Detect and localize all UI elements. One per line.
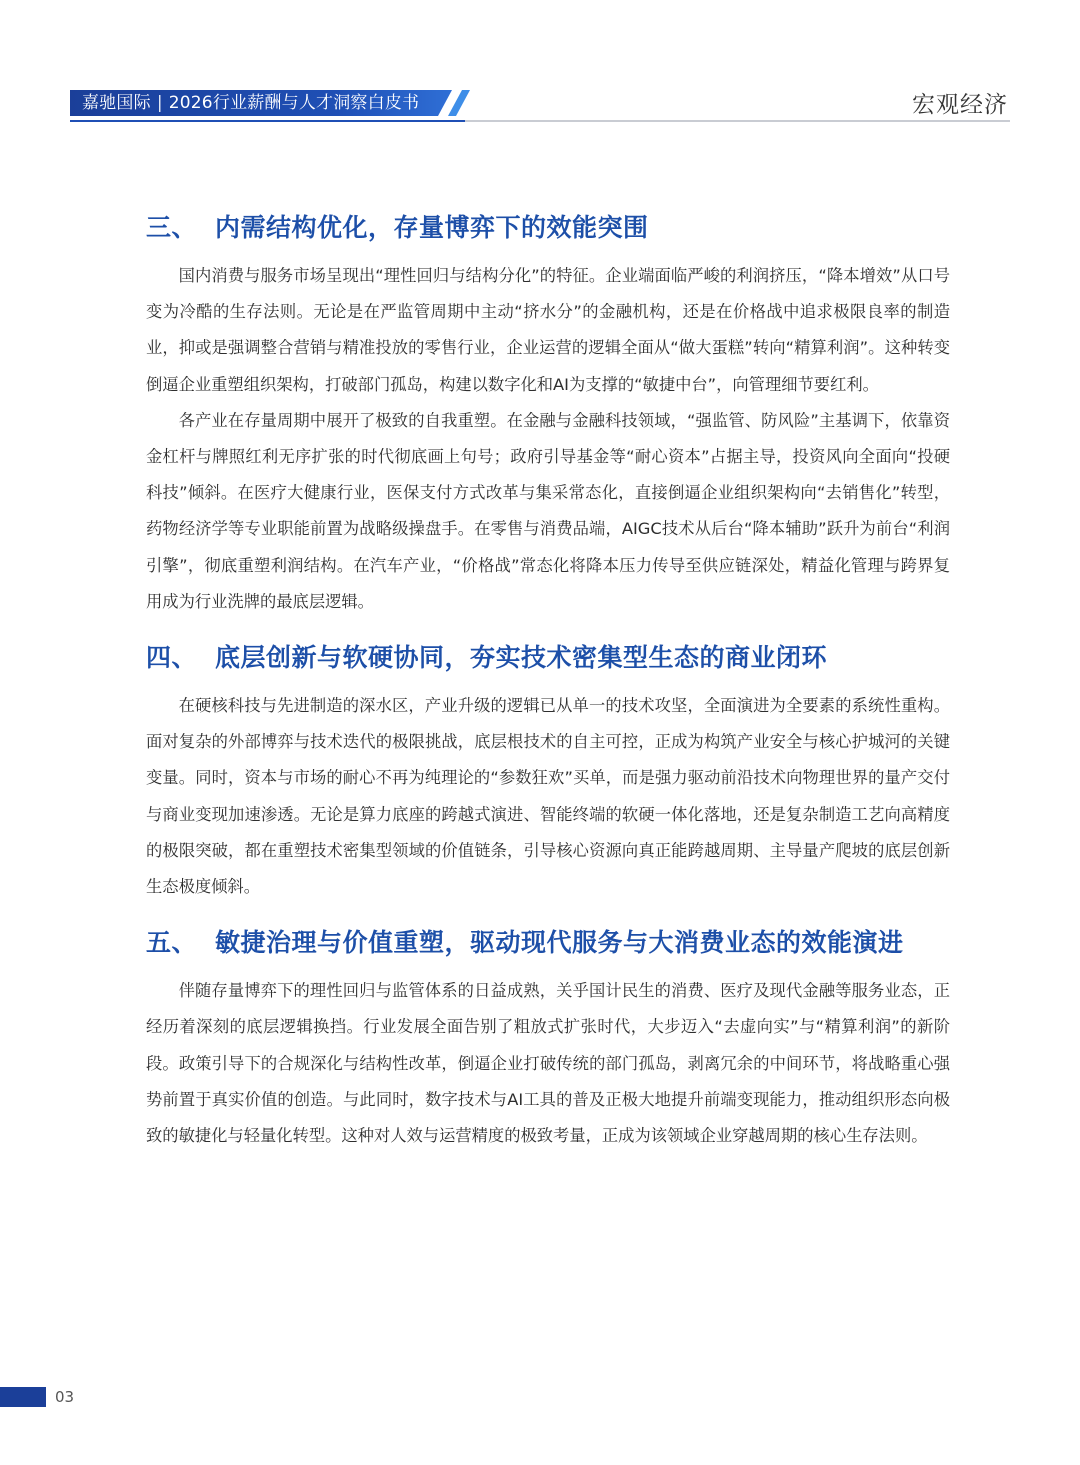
banner-separator: | xyxy=(156,93,163,113)
paragraph: 在硬核科技与先进制造的深水区，产业升级的逻辑已从单一的技术攻坚，全面演进为全要素的系统性重构。面对复杂的外部博弈与技术迭代的极限挑战，底层根技术的自主可控，正成为构筑产业安全与核心护城河的关键变量。同时，资本与市场的耐心不再为纯理论的“参数狂欢”买单，而是强力驱动前沿技术向物理世界的量产交付与商业变现加速渗透。无论是算力底座的跨越式演进、智能终端的软硬一体化落地，还是复杂制造工艺向高精度的极限突破，都在重塑技术密集型领域的价值链条，引导核心资源向真正能跨越周期、主导量产爬坡的底层创新生态极度倾斜。 xyxy=(146,696,950,897)
section-heading: 敏捷治理与价值重塑，驱动现代服务与大消费业态的效能演进 xyxy=(215,928,904,958)
header-divider-accent xyxy=(70,120,465,122)
section-title xyxy=(146,206,950,250)
paragraph: 国内消费与服务市场呈现出“理性回归与结构分化”的特征。企业端面临严峻的利润挤压，“降本增效”从口号变为冷酷的生存法则。无论是在严监管周期中主动“挤水分”的金融机构，还是在价格战中追求极限良率的制造业，抑或是强调整合营销与精准投放的零售行业，企业运营的逻辑全面从“做大蛋糕”转向“精算利润”。这种转变倒逼企业重塑组织架构，打破部门孤岛，构建以数字化和AI为支撑的“敏捷中台”，向管理细节要红利。 xyxy=(146,266,950,394)
brand-name: 嘉驰国际 xyxy=(82,93,151,113)
banner-text xyxy=(82,90,419,116)
section-4 xyxy=(146,636,950,905)
section-number: 四、 xyxy=(146,643,198,673)
banner-accent-stripe xyxy=(448,90,470,116)
footer-accent-bar xyxy=(0,1387,46,1407)
section-heading: 内需结构优化，存量博弈下的效能突围 xyxy=(215,213,649,242)
section-heading: 底层创新与软硬协同，夯实技术密集型生态的商业闭环 xyxy=(215,643,828,673)
page-header xyxy=(0,0,1080,140)
section-5 xyxy=(146,921,950,1154)
section-label: 宏观经济 xyxy=(912,92,1008,118)
paragraph: 伴随存量博弈下的理性回归与监管体系的日益成熟，关乎国计民生的消费、医疗及现代金融等服务业态，正经历着深刻的底层逻辑换挡。行业发展全面告别了粗放式扩张时代，大步迈入“去虚向实”与“精算利润”的新阶段。政策引导下的合规深化与结构性改革，倒逼企业打破传统的部门孤岛，剥离冗余的中间环节，将战略重心强势前置于真实价值的创造。与此同时，数字技术与AI工具的普及正极大地提升前端变现能力，推动组织形态向极致的敏捷化与轻量化转型。这种对人效与运营精度的极致考量，正成为该领域企业穿越周期的核心生存法则。 xyxy=(146,981,950,1146)
paragraph: 各产业在存量周期中展开了极致的自我重塑。在金融与金融科技领域，“强监管、防风险”主基调下，依靠资金杠杆与牌照红利无序扩张的时代彻底画上句号；政府引导基金等“耐心资本”占据主导，投资风向全面向“投硬科技”倾斜。在医疗大健康行业，医保支付方式改革与集采常态化，直接倒逼企业组织架构向“去销售化”转型，药物经济学等专业职能前置为战略级操盘手。在零售与消费品端，AIGC技术从后台“降本辅助”跃升为前台“利润引擎”，彻底重塑利润结构。在汽车产业，“价格战”常态化将降本压力传导至供应链深处，精益化管理与跨界复用成为行业洗牌的最底层逻辑。 xyxy=(146,410,950,611)
page-content xyxy=(146,206,950,1154)
section-number: 三、 xyxy=(146,213,198,242)
section-number: 五、 xyxy=(146,928,198,958)
section-3 xyxy=(146,206,950,620)
section-title xyxy=(146,636,950,680)
section-title xyxy=(146,921,950,965)
report-title: 2026行业薪酬与人才洞察白皮书 xyxy=(168,93,420,113)
page-number: 03 xyxy=(55,1388,75,1406)
